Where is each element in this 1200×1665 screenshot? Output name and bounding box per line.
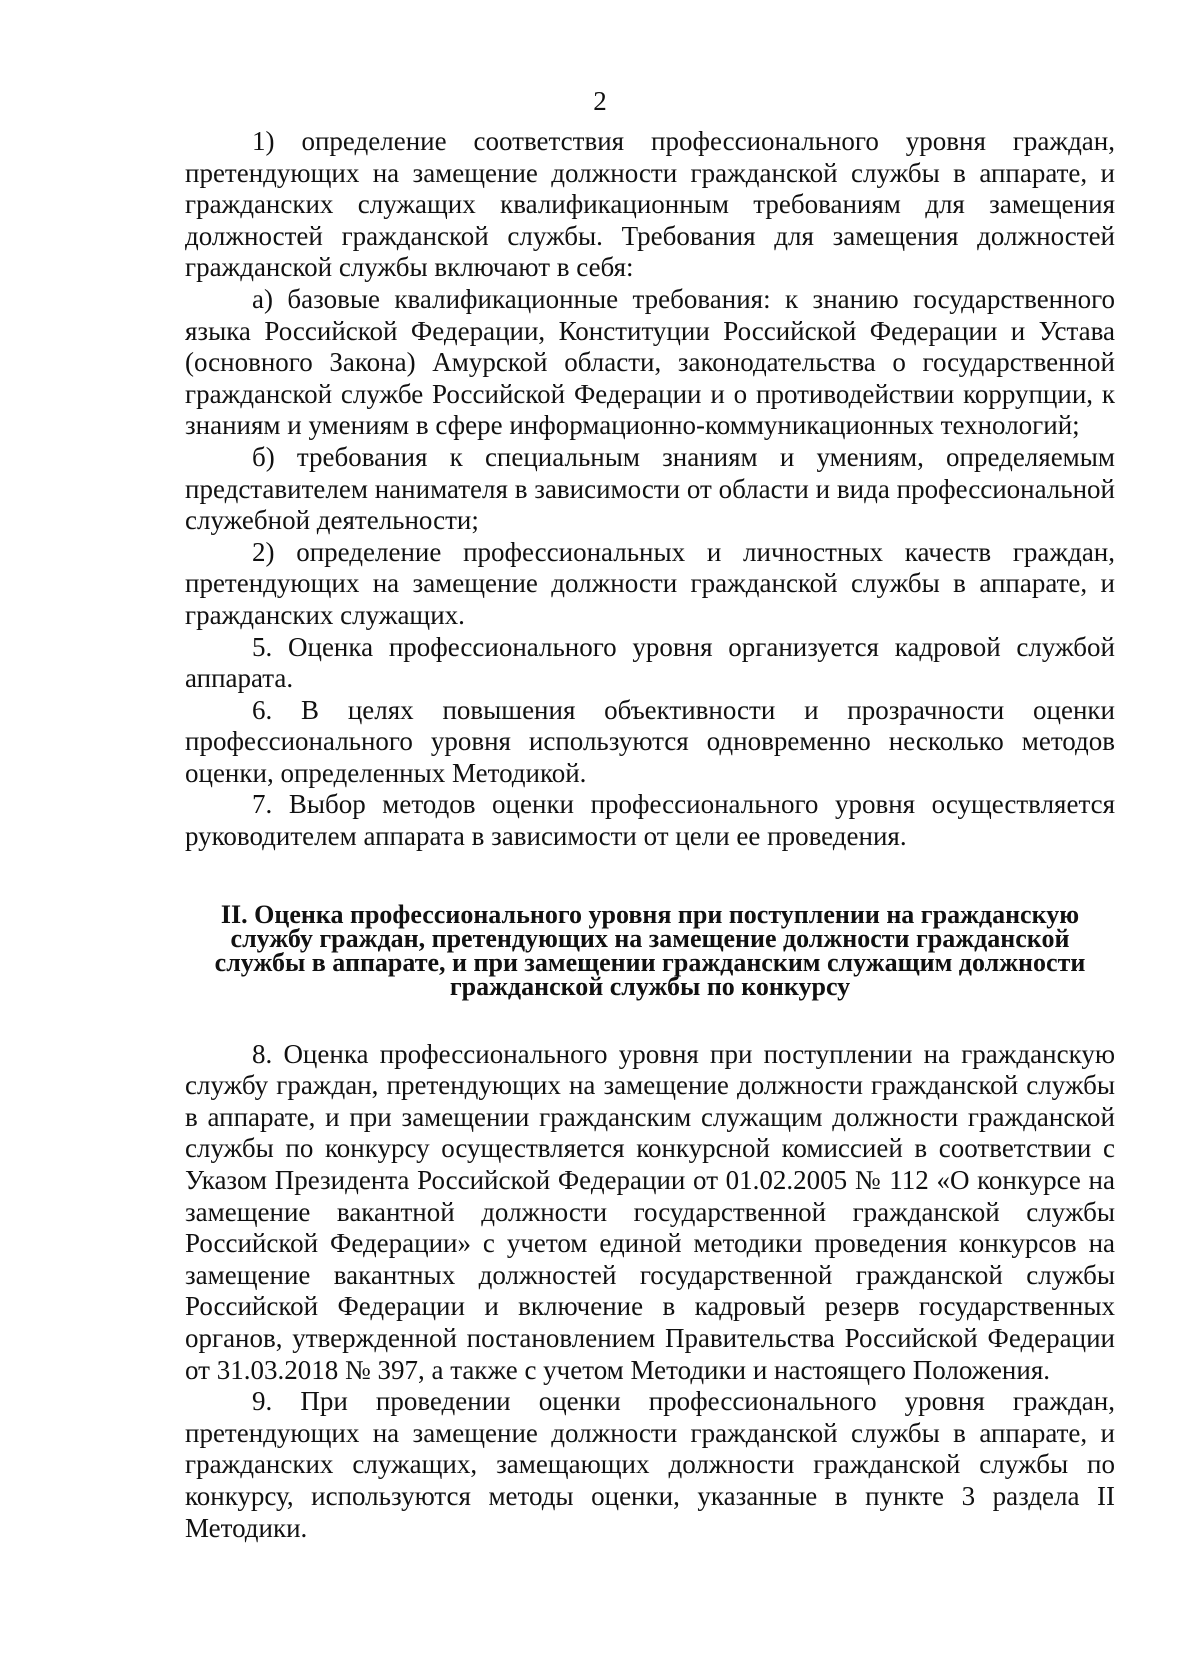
document-body [185,126,1115,1544]
page-number: 2 [593,86,607,116]
paragraph-b-special-requirements: б) требования к специальным знаниям и умениям, определяемым представителем нанимателя в зависимости от области и вида профессиональной служебной деятельности; [185,441,1115,536]
paragraph-1-qualification-check: 1) определение соответствия профессионального уровня граждан, претендующих на замещение должности гражданской службы в аппарате, и гражданских служащих квалификационным требованиям для замещения должностей гражданской службы. Требования для замещения должностей гражданской службы включают в себя: [185,126,1115,283]
section-heading: II. Оценка профессионального уровня при поступлении на гражданскую службу граждан, претендующих на замещение должности гражданской службы в аппарате, и при замещении гражданским служащим должности гражданской службы по конкурсу [214,899,1086,1001]
paragraph-a-basic-requirements: а) базовые квалификационные требования: к знанию государственного языка Российской Федерации, Конституции Российской Федерации и Устава (основного Закона) Амурской области, законодательства о государственной гражданской службе Российской Федерации и о противодействии коррупции, к знаниям и умениям в сфере информационно-коммуникационных технологий; [185,283,1115,441]
paragraph-6: 6. В целях повышения объективности и прозрачности оценки профессионального уровня используются одновременно несколько методов оценки, определенных Методикой. [185,694,1115,788]
paragraph-7: 7. Выбор методов оценки профессионального уровня осуществляется руководителем аппарата в зависимости от цели ее проведения. [185,789,1115,852]
paragraph-5: 5. Оценка профессионального уровня организуется кадровой службой аппарата. [185,631,1115,694]
paragraph-9: 9. При проведении оценки профессионального уровня граждан, претендующих на замещение должности гражданской службы в аппарате, и гражданских служащих, замещающих должности гражданской службы по конкурсу, используются методы оценки, указанные в пункте 3 раздела II Методики. [185,1386,1115,1543]
paragraph-2-personal-qualities: 2) определение профессиональных и личностных качеств граждан, претендующих на замещение должности гражданской службы в аппарате, и гражданских служащих. [185,536,1115,630]
paragraph-8: 8. Оценка профессионального уровня при поступлении на гражданскую службу граждан, претендующих на замещение должности гражданской службы в аппарате, и при замещении гражданским служащим должности гражданской службы по конкурсу осуществляется конкурсной комиссией в соответствии с Указом Президента Российской Федерации от 01.02.2005 № 112 «О конкурсе на замещение вакантной должности государственной гражданской службы Российской Федерации» с учетом единой методики проведения конкурсов на замещение вакантных должностей государственной гражданской службы Российской Федерации и включение в кадровый резерв государственных органов, утвержденной постановлением Правительства Российской Федерации от 31.03.2018 № 397, а также с учетом Методики и настоящего Положения. [185,1038,1115,1385]
